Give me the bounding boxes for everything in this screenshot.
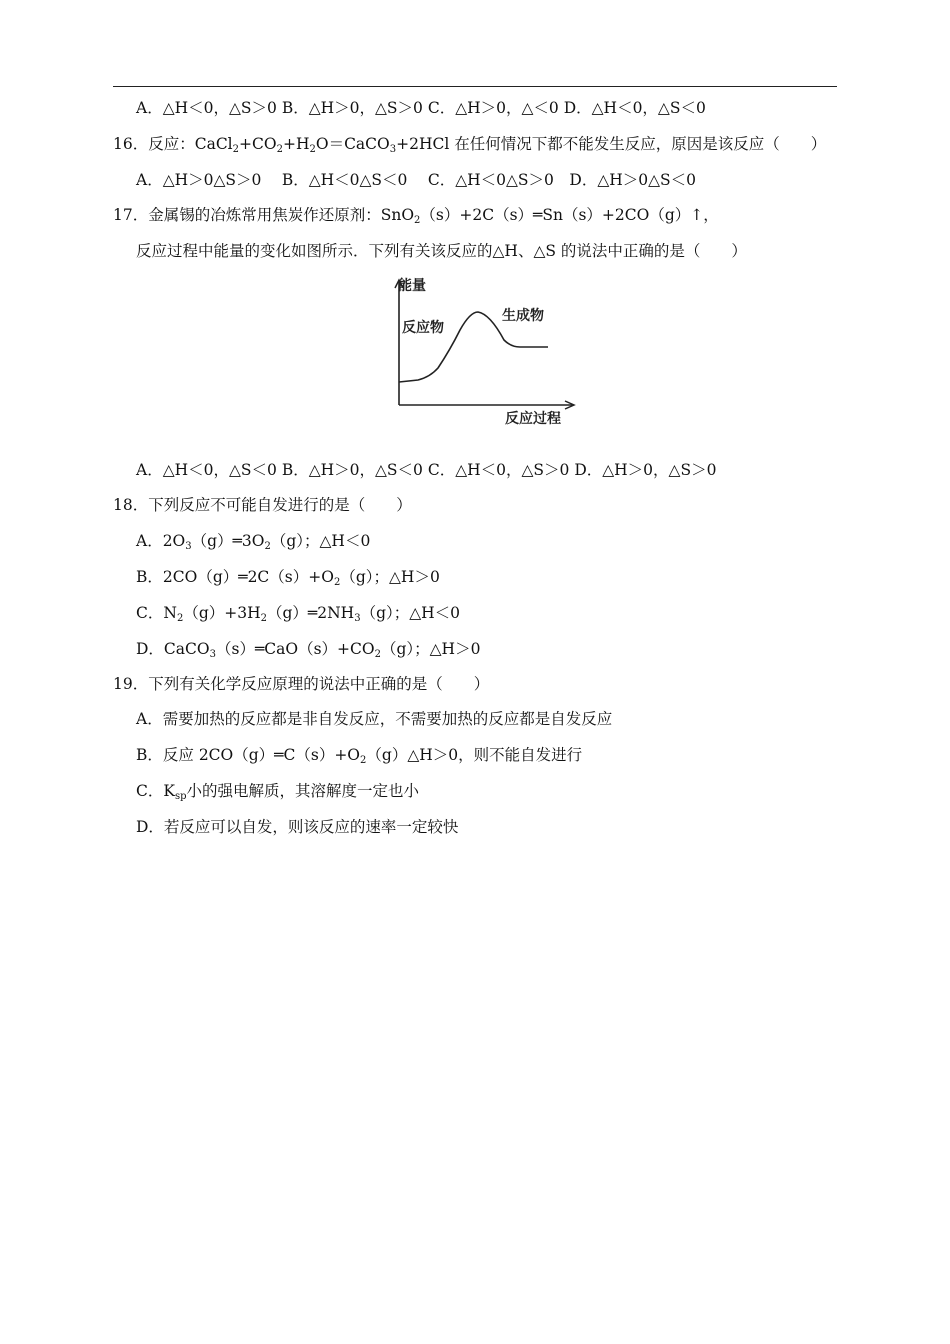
q16-stem: 16．反应：$CaCl_2+CO_2+H_2O=CaCO_3+2HCl$ 在任何情况下都不能发生反应，原因是该反应（ ） [113,135,827,155]
q17-options: A．△H＜0，△S＜0 B．△H＞0，△S＜0 C．△H＜0，△S＞0 D．△H＞0，△S＞0 [136,461,717,479]
q15-options: A．△H＜0，△S＞0 B．△H＞0，△S＞0 C．△H＞0，△＜0 D．△H＜0，△S＜0 [136,99,706,117]
header-rule [113,86,837,87]
q16-options: A．△H＞0△S＞0 B．△H＜0△S＜0 C．△H＜0△S＞0 D．△H＞0△S＜0 [136,171,697,189]
q18-stem: 18．下列反应不可能自发进行的是（ ） [113,496,412,514]
y-axis-label: 能量 [398,278,426,294]
q17-stem-line2: 反应过程中能量的变化如图所示．下列有关该反应的△H、△S 的说法中正确的是（ ） [136,242,747,260]
q18-option-a: A．$2O_3(g)═3O_2(g)$；△H＜0 [136,532,371,552]
q17-stem: 17．金属锡的冶炼常用焦炭作还原剂：SnO$_2$（s）+2C（s）═Sn（s）+2CO（g）↑， [113,206,719,226]
q19-option-c: C．$K_{sp}$小的强电解质，其溶解度一定也小 [136,782,420,802]
q19-option-a: A．需要加热的反应都是非自发反应，不需要加热的反应都是自发反应 [136,710,613,728]
q18-option-c: C．$N_2(g)+3H_2(g)═2NH_3(g)$；△H＜0 [136,604,461,624]
q19-stem: 19．下列有关化学反应原理的说法中正确的是（ ） [113,675,490,693]
x-axis-label: 反应过程 [505,411,561,427]
product-label: 生成物 [502,308,544,324]
energy-diagram [378,270,588,430]
reactant-label: 反应物 [402,320,444,336]
q19-option-d: D．若反应可以自发，则该反应的速率一定较快 [136,818,459,836]
q19-option-b: B．反应 $2CO(g)═C(s)+O_2(g)\triangle H>0$，则不能自发进行 [136,746,583,766]
q18-option-b: B．$2CO(g)═2C(s)+O_2(g)$；△H＞0 [136,568,440,588]
q18-option-d: D．$CaCO_3(s)═CaO(s)+CO_2(g)$；△H＞0 [136,640,481,660]
